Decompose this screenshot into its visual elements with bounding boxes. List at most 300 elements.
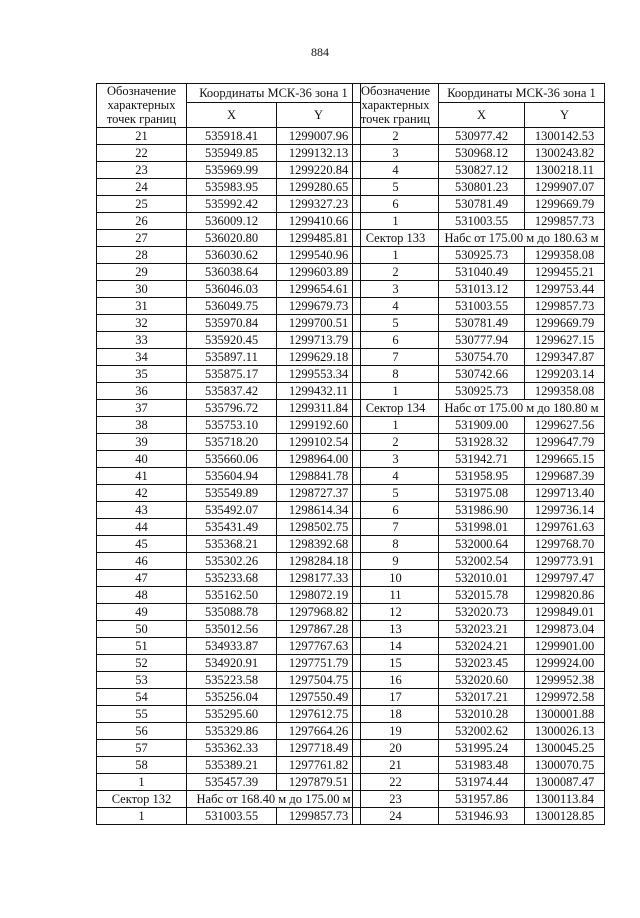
point-label: 36 — [97, 383, 187, 400]
sector-height-note: Набс от 175.00 м до 180.63 м — [439, 230, 605, 247]
x-coordinate: 535295.60 — [187, 706, 277, 723]
table-row — [353, 723, 605, 740]
point-label: 14 — [353, 638, 439, 655]
y-coordinate: 1299753.44 — [525, 281, 605, 298]
sector-label: Сектор 134 — [353, 400, 439, 417]
x-coordinate: 532017.21 — [439, 689, 525, 706]
table-row — [97, 621, 361, 638]
table-row — [353, 417, 605, 434]
table-row — [353, 383, 605, 400]
x-coordinate: 530827.12 — [439, 162, 525, 179]
point-label: 1 — [353, 213, 439, 230]
x-coordinate: 531003.55 — [439, 213, 525, 230]
header-coordinates: Координаты МСК-36 зона 1 — [439, 84, 605, 103]
y-coordinate: 1299873.04 — [525, 621, 605, 638]
y-coordinate: 1299358.08 — [525, 383, 605, 400]
x-coordinate: 531975.08 — [439, 485, 525, 502]
x-coordinate: 535088.78 — [187, 604, 277, 621]
table-row — [97, 332, 361, 349]
y-coordinate: 1298727.37 — [277, 485, 361, 502]
x-coordinate: 535837.42 — [187, 383, 277, 400]
x-coordinate: 535223.58 — [187, 672, 277, 689]
x-coordinate: 530742.66 — [439, 366, 525, 383]
x-coordinate: 535875.17 — [187, 366, 277, 383]
table-row — [97, 451, 361, 468]
point-label: 1 — [353, 417, 439, 434]
x-coordinate: 531040.49 — [439, 264, 525, 281]
point-label: 28 — [97, 247, 187, 264]
y-coordinate: 1299455.21 — [525, 264, 605, 281]
point-label: 43 — [97, 502, 187, 519]
table-row — [353, 672, 605, 689]
y-coordinate: 1297550.49 — [277, 689, 361, 706]
y-coordinate: 1300218.11 — [525, 162, 605, 179]
y-coordinate: 1298614.34 — [277, 502, 361, 519]
point-label: 15 — [353, 655, 439, 672]
y-coordinate: 1299713.40 — [525, 485, 605, 502]
point-label: 17 — [353, 689, 439, 706]
point-label: 54 — [97, 689, 187, 706]
point-label: 44 — [97, 519, 187, 536]
y-coordinate: 1299485.81 — [277, 230, 361, 247]
x-coordinate: 532010.01 — [439, 570, 525, 587]
y-coordinate: 1299553.34 — [277, 366, 361, 383]
table-row — [353, 281, 605, 298]
table-row — [353, 706, 605, 723]
x-coordinate: 532023.45 — [439, 655, 525, 672]
table-row — [97, 400, 361, 417]
y-coordinate: 1299654.61 — [277, 281, 361, 298]
y-coordinate: 1298284.18 — [277, 553, 361, 570]
point-label: 19 — [353, 723, 439, 740]
y-coordinate: 1297879.51 — [277, 774, 361, 791]
x-coordinate: 535389.21 — [187, 757, 277, 774]
x-coordinate: 536049.75 — [187, 298, 277, 315]
y-coordinate: 1298502.75 — [277, 519, 361, 536]
table-row — [97, 519, 361, 536]
point-label: 5 — [353, 315, 439, 332]
y-coordinate: 1298964.00 — [277, 451, 361, 468]
point-label: 2 — [353, 264, 439, 281]
table-row — [353, 604, 605, 621]
point-label: 21 — [97, 128, 187, 145]
table-row — [353, 587, 605, 604]
x-coordinate: 530977.42 — [439, 128, 525, 145]
x-coordinate: 530925.73 — [439, 247, 525, 264]
point-label: 6 — [353, 196, 439, 213]
x-coordinate: 535920.45 — [187, 332, 277, 349]
x-coordinate: 535949.85 — [187, 145, 277, 162]
page-number: 884 — [311, 45, 329, 59]
point-label: 1 — [353, 247, 439, 264]
sector-height-note: Набс от 168.40 м до 175.00 м — [187, 791, 361, 808]
table-row — [97, 706, 361, 723]
point-label: 2 — [353, 128, 439, 145]
y-coordinate: 1299665.15 — [525, 451, 605, 468]
x-coordinate: 535718.20 — [187, 434, 277, 451]
y-coordinate: 1299679.73 — [277, 298, 361, 315]
table-row — [353, 213, 605, 230]
y-coordinate: 1300243.82 — [525, 145, 605, 162]
table-row — [353, 570, 605, 587]
point-label: 53 — [97, 672, 187, 689]
point-label: 37 — [97, 400, 187, 417]
point-label: 34 — [97, 349, 187, 366]
point-label: 11 — [353, 587, 439, 604]
x-coordinate: 530968.12 — [439, 145, 525, 162]
x-coordinate: 535897.11 — [187, 349, 277, 366]
point-label: 38 — [97, 417, 187, 434]
point-label: 21 — [353, 757, 439, 774]
point-label: 52 — [97, 655, 187, 672]
x-coordinate: 535796.72 — [187, 400, 277, 417]
header-y: Y — [525, 103, 605, 128]
table-row — [353, 196, 605, 213]
table-row — [97, 349, 361, 366]
point-label: 48 — [97, 587, 187, 604]
y-coordinate: 1299700.51 — [277, 315, 361, 332]
point-label: 51 — [97, 638, 187, 655]
header-coordinates: Координаты МСК-36 зона 1 — [187, 84, 361, 103]
table-body-left — [97, 128, 361, 825]
table-row — [97, 757, 361, 774]
y-coordinate: 1297968.82 — [277, 604, 361, 621]
point-label: 1 — [97, 774, 187, 791]
point-label: 3 — [353, 281, 439, 298]
table-row — [97, 689, 361, 706]
coordinates-table-right — [352, 83, 605, 825]
y-coordinate: 1299857.73 — [525, 213, 605, 230]
point-label: 22 — [97, 145, 187, 162]
point-label: 29 — [97, 264, 187, 281]
sector-height-note: Набс от 175.00 м до 180.80 м — [439, 400, 605, 417]
table-row — [97, 502, 361, 519]
y-coordinate: 1298392.68 — [277, 536, 361, 553]
point-label: 7 — [353, 349, 439, 366]
table-row — [97, 808, 361, 825]
x-coordinate: 535983.95 — [187, 179, 277, 196]
table-row — [97, 536, 361, 553]
y-coordinate: 1299952.38 — [525, 672, 605, 689]
x-coordinate: 531928.32 — [439, 434, 525, 451]
table-row — [97, 587, 361, 604]
table-row — [97, 434, 361, 451]
x-coordinate: 532002.54 — [439, 553, 525, 570]
point-label: 4 — [353, 298, 439, 315]
point-label: 1 — [353, 383, 439, 400]
y-coordinate: 1297867.28 — [277, 621, 361, 638]
y-coordinate: 1300026.13 — [525, 723, 605, 740]
point-label: 24 — [97, 179, 187, 196]
y-coordinate: 1299347.87 — [525, 349, 605, 366]
table-row — [353, 366, 605, 383]
x-coordinate: 535918.41 — [187, 128, 277, 145]
point-label: 6 — [353, 502, 439, 519]
x-coordinate: 535549.89 — [187, 485, 277, 502]
y-coordinate: 1298841.78 — [277, 468, 361, 485]
point-label: 18 — [353, 706, 439, 723]
x-coordinate: 535256.04 — [187, 689, 277, 706]
table-row — [97, 604, 361, 621]
table-row — [353, 434, 605, 451]
y-coordinate: 1299924.00 — [525, 655, 605, 672]
table-row — [97, 740, 361, 757]
table-row — [97, 723, 361, 740]
y-coordinate: 1298177.33 — [277, 570, 361, 587]
table-row — [353, 349, 605, 366]
point-label: 9 — [353, 553, 439, 570]
point-label: 5 — [353, 485, 439, 502]
y-coordinate: 1299192.60 — [277, 417, 361, 434]
point-label: 8 — [353, 366, 439, 383]
point-label: 23 — [97, 162, 187, 179]
x-coordinate: 531909.00 — [439, 417, 525, 434]
y-coordinate: 1299669.79 — [525, 315, 605, 332]
y-coordinate: 1299713.79 — [277, 332, 361, 349]
y-coordinate: 1299669.79 — [525, 196, 605, 213]
x-coordinate: 535457.39 — [187, 774, 277, 791]
table-row — [353, 179, 605, 196]
y-coordinate: 1299901.00 — [525, 638, 605, 655]
y-coordinate: 1299797.47 — [525, 570, 605, 587]
y-coordinate: 1300128.85 — [525, 808, 605, 825]
y-coordinate: 1299358.08 — [525, 247, 605, 264]
y-coordinate: 1299327.23 — [277, 196, 361, 213]
x-coordinate: 532000.64 — [439, 536, 525, 553]
table-row — [353, 451, 605, 468]
x-coordinate: 535992.42 — [187, 196, 277, 213]
x-coordinate: 535012.56 — [187, 621, 277, 638]
table-body-right — [353, 128, 605, 825]
x-coordinate: 536030.62 — [187, 247, 277, 264]
x-coordinate: 535492.07 — [187, 502, 277, 519]
table-row — [97, 774, 361, 791]
x-coordinate: 535362.33 — [187, 740, 277, 757]
table-row — [353, 485, 605, 502]
table-row — [97, 672, 361, 689]
x-coordinate: 532015.78 — [439, 587, 525, 604]
y-coordinate: 1300045.25 — [525, 740, 605, 757]
point-label: 10 — [353, 570, 439, 587]
point-label: 12 — [353, 604, 439, 621]
table-row — [353, 468, 605, 485]
table-row — [353, 298, 605, 315]
table-row — [353, 128, 605, 145]
point-label: 1 — [97, 808, 187, 825]
point-label: 23 — [353, 791, 439, 808]
point-label: 16 — [353, 672, 439, 689]
table-row — [353, 808, 605, 825]
point-label: 27 — [97, 230, 187, 247]
point-label: 31 — [97, 298, 187, 315]
y-coordinate: 1299857.73 — [525, 298, 605, 315]
y-coordinate: 1299736.14 — [525, 502, 605, 519]
y-coordinate: 1299972.58 — [525, 689, 605, 706]
table-row — [353, 757, 605, 774]
table-row — [353, 621, 605, 638]
y-coordinate: 1299647.79 — [525, 434, 605, 451]
y-coordinate: 1299007.96 — [277, 128, 361, 145]
y-coordinate: 1297718.49 — [277, 740, 361, 757]
y-coordinate: 1299432.11 — [277, 383, 361, 400]
x-coordinate: 535329.86 — [187, 723, 277, 740]
point-label: 46 — [97, 553, 187, 570]
table-row — [97, 281, 361, 298]
y-coordinate: 1297767.63 — [277, 638, 361, 655]
coordinates-table-left — [96, 83, 361, 825]
x-coordinate: 530781.49 — [439, 196, 525, 213]
y-coordinate: 1299540.96 — [277, 247, 361, 264]
y-coordinate: 1300001.88 — [525, 706, 605, 723]
point-label: 7 — [353, 519, 439, 536]
point-label: 40 — [97, 451, 187, 468]
point-label: 24 — [353, 808, 439, 825]
table-row — [97, 485, 361, 502]
point-label: 5 — [353, 179, 439, 196]
header-designation: Обозначение характерных точек границ — [97, 84, 187, 128]
point-label: 50 — [97, 621, 187, 638]
table-row — [353, 145, 605, 162]
point-label: 39 — [97, 434, 187, 451]
point-label: 25 — [97, 196, 187, 213]
table-row — [97, 638, 361, 655]
y-coordinate: 1299603.89 — [277, 264, 361, 281]
point-label: 20 — [353, 740, 439, 757]
table-row — [353, 519, 605, 536]
header-x: X — [187, 103, 277, 128]
y-coordinate: 1299203.14 — [525, 366, 605, 383]
x-coordinate: 532023.21 — [439, 621, 525, 638]
y-coordinate: 1297504.75 — [277, 672, 361, 689]
header-y: Y — [277, 103, 361, 128]
x-coordinate: 532010.28 — [439, 706, 525, 723]
x-coordinate: 531958.95 — [439, 468, 525, 485]
table-row — [97, 247, 361, 264]
table-row — [97, 553, 361, 570]
header-x: X — [439, 103, 525, 128]
point-label: 3 — [353, 145, 439, 162]
table-row — [353, 740, 605, 757]
x-coordinate: 531003.55 — [439, 298, 525, 315]
table-row — [353, 689, 605, 706]
x-coordinate: 535969.99 — [187, 162, 277, 179]
x-coordinate: 532020.60 — [439, 672, 525, 689]
y-coordinate: 1299132.13 — [277, 145, 361, 162]
table-row — [97, 145, 361, 162]
y-coordinate: 1300070.75 — [525, 757, 605, 774]
x-coordinate: 535233.68 — [187, 570, 277, 587]
point-label: 2 — [353, 434, 439, 451]
point-label: 33 — [97, 332, 187, 349]
table-row — [353, 638, 605, 655]
x-coordinate: 530801.23 — [439, 179, 525, 196]
point-label: 13 — [353, 621, 439, 638]
point-label: 6 — [353, 332, 439, 349]
x-coordinate: 532020.73 — [439, 604, 525, 621]
x-coordinate: 531998.01 — [439, 519, 525, 536]
y-coordinate: 1299849.01 — [525, 604, 605, 621]
table-row — [353, 315, 605, 332]
x-coordinate: 535431.49 — [187, 519, 277, 536]
table-row — [353, 162, 605, 179]
x-coordinate: 535302.26 — [187, 553, 277, 570]
x-coordinate: 531003.55 — [187, 808, 277, 825]
y-coordinate: 1299761.63 — [525, 519, 605, 536]
table-row — [97, 264, 361, 281]
table-row — [353, 502, 605, 519]
x-coordinate: 535970.84 — [187, 315, 277, 332]
point-label: 3 — [353, 451, 439, 468]
y-coordinate: 1297612.75 — [277, 706, 361, 723]
table-row — [353, 536, 605, 553]
table-row — [97, 196, 361, 213]
point-label: 47 — [97, 570, 187, 587]
x-coordinate: 536009.12 — [187, 213, 277, 230]
x-coordinate: 534933.87 — [187, 638, 277, 655]
y-coordinate: 1297761.82 — [277, 757, 361, 774]
table-row — [97, 570, 361, 587]
y-coordinate: 1297751.79 — [277, 655, 361, 672]
x-coordinate: 531983.48 — [439, 757, 525, 774]
header-designation: Обозначение характерных точек границ — [353, 84, 439, 128]
x-coordinate: 531995.24 — [439, 740, 525, 757]
y-coordinate: 1299773.91 — [525, 553, 605, 570]
table-row — [97, 179, 361, 196]
table-row — [97, 298, 361, 315]
table-row — [97, 468, 361, 485]
x-coordinate: 536046.03 — [187, 281, 277, 298]
point-label: 56 — [97, 723, 187, 740]
y-coordinate: 1299907.07 — [525, 179, 605, 196]
table-row — [353, 553, 605, 570]
table-row — [97, 417, 361, 434]
x-coordinate: 530777.94 — [439, 332, 525, 349]
x-coordinate: 531942.71 — [439, 451, 525, 468]
point-label: 22 — [353, 774, 439, 791]
x-coordinate: 532002.62 — [439, 723, 525, 740]
y-coordinate: 1299629.18 — [277, 349, 361, 366]
table-row — [353, 332, 605, 349]
x-coordinate: 536020.80 — [187, 230, 277, 247]
x-coordinate: 534920.91 — [187, 655, 277, 672]
y-coordinate: 1299102.54 — [277, 434, 361, 451]
point-label: 42 — [97, 485, 187, 502]
table-row — [97, 162, 361, 179]
x-coordinate: 531946.93 — [439, 808, 525, 825]
x-coordinate: 530754.70 — [439, 349, 525, 366]
point-label: 32 — [97, 315, 187, 332]
point-label: 4 — [353, 162, 439, 179]
table-row — [353, 264, 605, 281]
y-coordinate: 1299410.66 — [277, 213, 361, 230]
table-row — [353, 247, 605, 264]
y-coordinate: 1299627.56 — [525, 417, 605, 434]
point-label: 57 — [97, 740, 187, 757]
y-coordinate: 1299311.84 — [277, 400, 361, 417]
sector-label: Сектор 133 — [353, 230, 439, 247]
x-coordinate: 530781.49 — [439, 315, 525, 332]
point-label: 8 — [353, 536, 439, 553]
table-row — [97, 230, 361, 247]
y-coordinate: 1300142.53 — [525, 128, 605, 145]
point-label: 49 — [97, 604, 187, 621]
y-coordinate: 1299768.70 — [525, 536, 605, 553]
y-coordinate: 1299820.86 — [525, 587, 605, 604]
x-coordinate: 531013.12 — [439, 281, 525, 298]
x-coordinate: 535368.21 — [187, 536, 277, 553]
table-row — [353, 774, 605, 791]
point-label: 55 — [97, 706, 187, 723]
